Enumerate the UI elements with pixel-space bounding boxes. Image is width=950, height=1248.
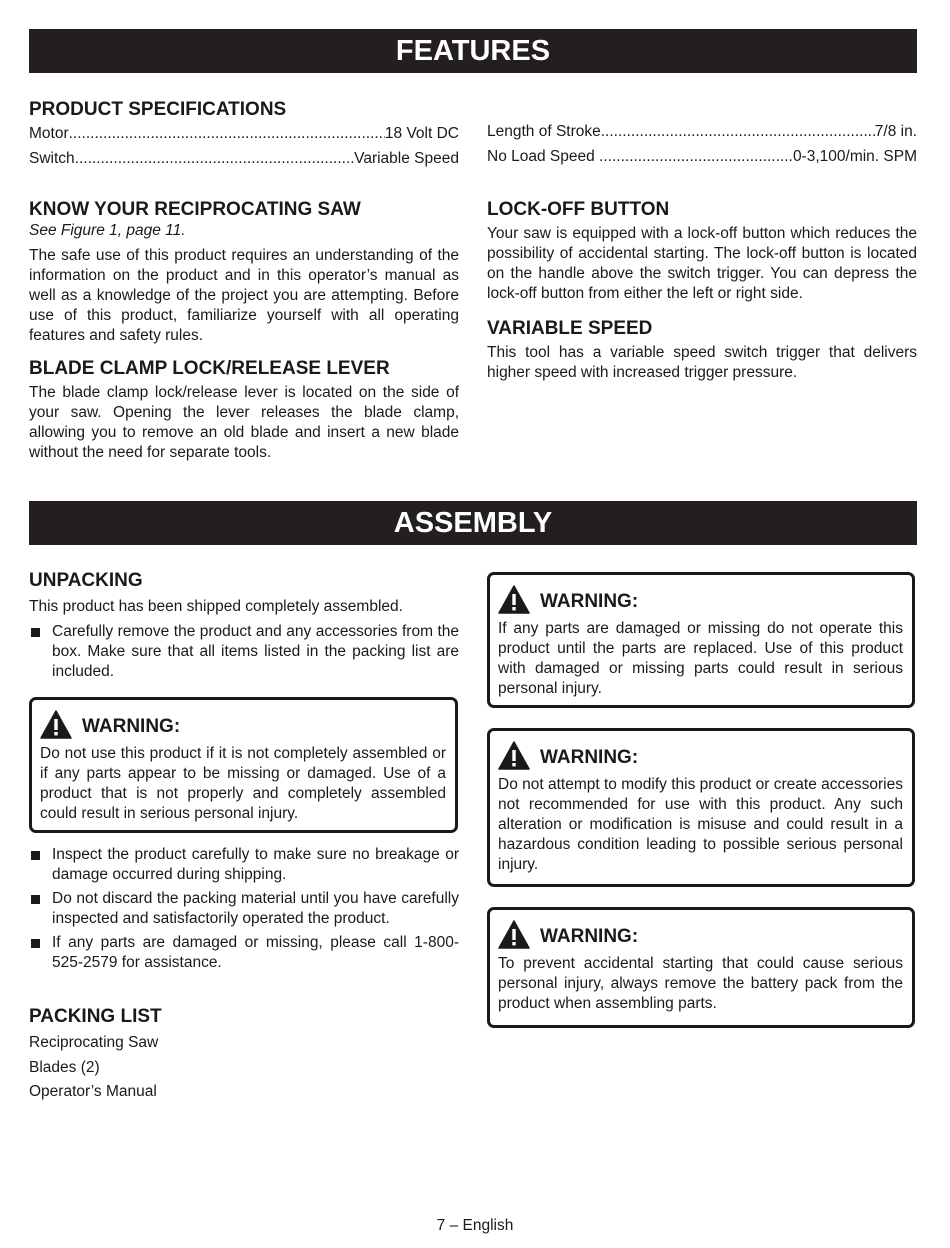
warning-header <box>498 739 903 771</box>
square-bullet-icon <box>31 895 40 904</box>
warning-title: WARNING: <box>540 747 639 768</box>
see-figure-reference: See Figure 1, page 11. <box>29 222 186 239</box>
warning-header <box>40 708 446 740</box>
warning-triangle-icon <box>498 741 530 770</box>
warning-header <box>498 583 903 615</box>
variable-speed-body: This tool has a variable speed switch trigger that delivers higher speed with increased trigger pressure. <box>487 344 917 381</box>
variable-speed-section <box>487 318 917 383</box>
spec-value: 7/8 in. <box>874 123 917 140</box>
spec-label: Switch <box>29 150 75 167</box>
know-saw-section <box>29 199 459 346</box>
packing-list-item: Blades (2) <box>29 1058 100 1076</box>
list-item: Do not discard the packing material until you have carefully inspected and satisfactorily operated the product. <box>29 889 459 929</box>
list-item: If any parts are damaged or missing, please call 1-800-525-2579 for assistance. <box>29 933 459 973</box>
spec-row-length-of-stroke <box>487 119 917 144</box>
warning-header <box>498 918 903 950</box>
spec-label: No Load Speed <box>487 148 600 165</box>
packing-list-heading: PACKING LIST <box>29 1006 162 1027</box>
warning-text: If any parts are damaged or missing do not operate this product until the parts are replaced. Use of this product with damaged or missing parts could result in serious personal injury. <box>498 620 903 697</box>
product-specifications-right <box>487 119 917 169</box>
assembly-banner <box>29 501 917 545</box>
warning-text: Do not attempt to modify this product or create accessories not recommended for use with this product. Any such alteration or modification is misuse and could result in a hazardous condition leading to possible serious personal injury. <box>498 776 903 873</box>
list-item: Carefully remove the product and any accessories from the box. Make sure that all items listed in the packing list are included. <box>29 622 459 682</box>
spec-row-motor <box>29 121 459 146</box>
warning-box <box>487 907 915 1028</box>
variable-speed-heading: VARIABLE SPEED <box>487 318 653 339</box>
spec-row-no-load-speed <box>487 144 917 169</box>
lock-off-heading: LOCK-OFF BUTTON <box>487 199 670 220</box>
spec-row-switch <box>29 146 459 171</box>
packing-list-item: Operator’s Manual <box>29 1083 157 1100</box>
unpacking-heading: UNPACKING <box>29 570 143 591</box>
packing-list-section <box>29 1006 459 1105</box>
warning-box <box>487 572 915 708</box>
list-item: Inspect the product carefully to make sure no breakage or damage occurred during shipping. <box>29 845 459 885</box>
blade-clamp-section <box>29 358 459 463</box>
warning-box <box>487 728 915 887</box>
blade-clamp-body: The blade clamp lock/release lever is located on the side of your saw. Opening the lever releases the blade clamp, allowing you to remove an old blade and insert a new blade without the need for separate tools. <box>29 384 459 461</box>
assembly-banner-title: ASSEMBLY <box>393 507 553 539</box>
packing-list-item: Reciprocating Saw <box>29 1034 159 1051</box>
warning-triangle-icon <box>498 585 530 614</box>
square-bullet-icon <box>31 628 40 637</box>
spec-value: 0-3,100/min. SPM <box>792 148 917 165</box>
spec-value: Variable Speed <box>354 150 459 167</box>
product-specifications <box>29 99 459 171</box>
warning-title: WARNING: <box>82 716 181 737</box>
warning-title: WARNING: <box>540 591 639 612</box>
lock-off-section <box>487 199 917 304</box>
spec-label: Length of Stroke <box>487 123 601 140</box>
page-footer: 7 – English <box>436 1217 514 1234</box>
know-saw-body: The safe use of this product requires an understanding of the information on the product and in this operator’s manual as well as a knowledge of the project you are attempting. Before use of this product, familiarize yourself with all operating features and safety rules. <box>29 247 459 344</box>
unpacking-intro: This product has been shipped completely assembled. <box>29 598 403 615</box>
spec-value: 18 Volt DC <box>384 125 459 142</box>
warning-text: To prevent accidental starting that could cause serious personal injury, always remove the battery pack from the product when assembling parts. <box>498 955 903 1012</box>
square-bullet-icon <box>31 851 40 860</box>
unpacking-section <box>29 570 459 686</box>
warning-text: Do not use this product if it is not completely assembled or if any parts appear to be missing or damaged. Use of a product that is not properly and completely assembled could result in serious personal injury. <box>40 745 446 822</box>
warning-box <box>29 697 458 833</box>
warning-triangle-icon <box>40 710 72 739</box>
features-banner <box>29 29 917 73</box>
warning-triangle-icon <box>498 920 530 949</box>
unpacking-bullets <box>29 845 459 977</box>
warning-title: WARNING: <box>540 926 639 947</box>
lock-off-body: Your saw is equipped with a lock-off button which reduces the possibility of accidental starting. The lock-off button is located on the handle above the switch trigger. You can depress the lock-off button from either the left or right side. <box>487 225 917 302</box>
square-bullet-icon <box>31 939 40 948</box>
features-banner-title: FEATURES <box>395 35 551 67</box>
know-saw-heading: KNOW YOUR RECIPROCATING SAW <box>29 199 361 220</box>
spec-label: Motor <box>29 125 69 142</box>
blade-clamp-heading: BLADE CLAMP LOCK/RELEASE LEVER <box>29 358 390 379</box>
product-specifications-heading: PRODUCT SPECIFICATIONS <box>29 99 287 120</box>
